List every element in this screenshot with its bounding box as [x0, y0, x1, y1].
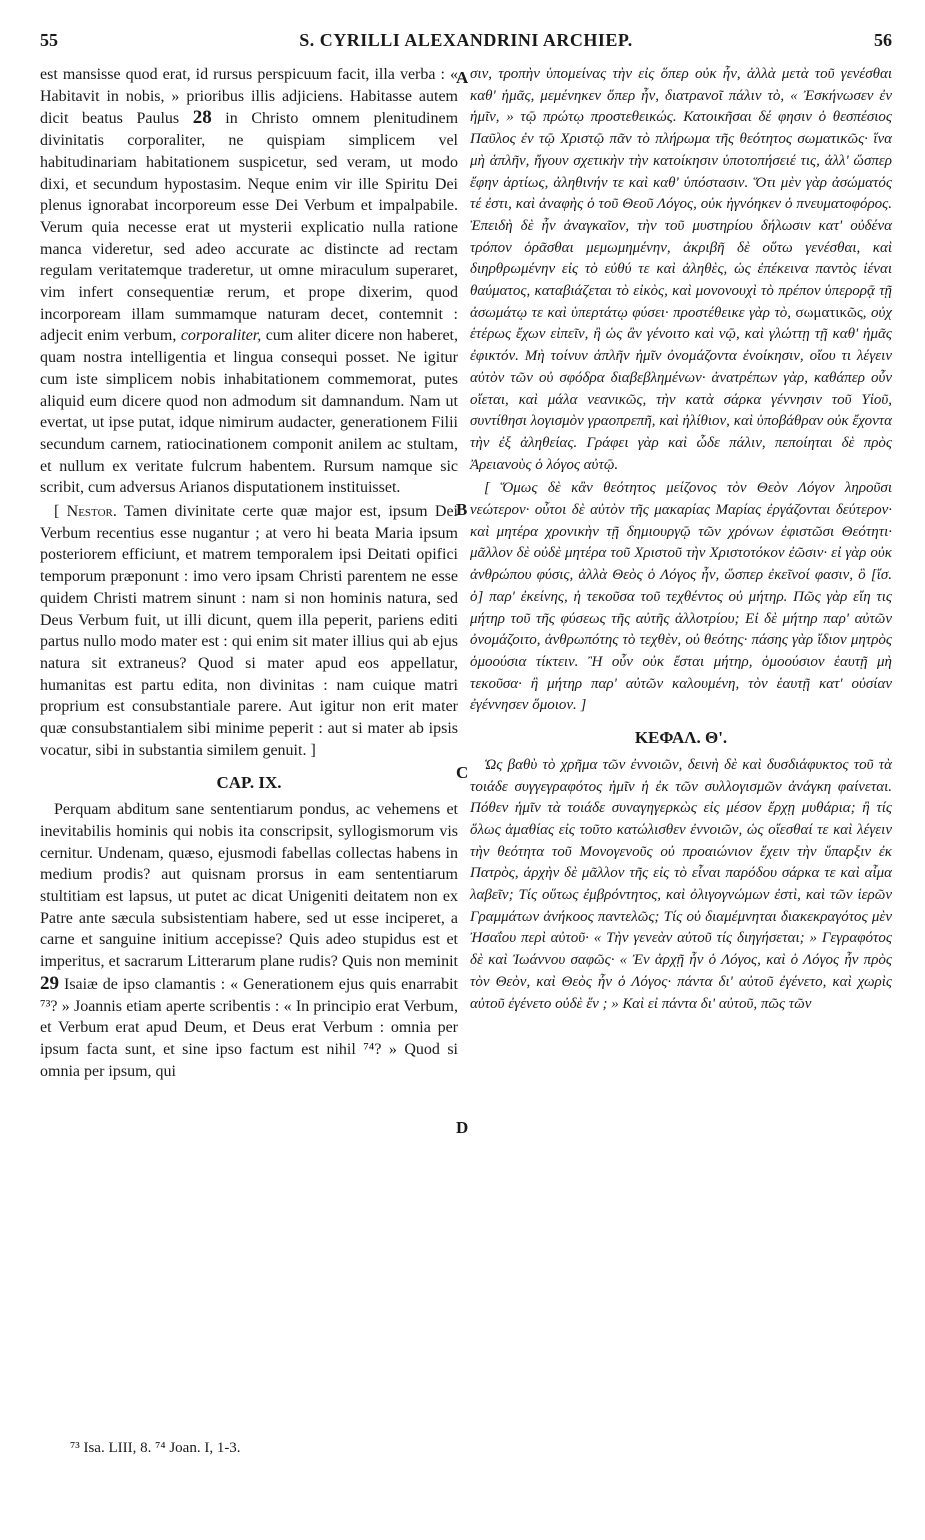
greek-column — [470, 64, 892, 1015]
latin-paragraph-1: est mansisse quod erat, id rursus perspicuum facit, illa verba : « Habitavit in nobis, » prioribus illis adjiciens. Habitasse autem dicit beatus Paulus 28 in Christo omnem plenitudinem divinitatis corporaliter, ne quispiam simplicem vel habitudinariam habitationem suspicetur, sed veram, ut modo dixi, et secundum hypostasim. Neque enim vir ille Spiritu Dei plenus ignorabat incorporeum esse Dei Verbum et impalpabile. Verum quia necesse erat ut mysterii explicatio nulla ratione manca videretur, sed adeo accurate ac distincte ad rectam regulam veritatemque traderetur, ut omne miraculum superaret, vim infert consequentiæ rerum, et prope dixerim, quod incorpoream illam summamque naturam decet, contemnit : adjecit enim verbum, corporaliter, cum aliter dicere non haberet, quam nostra intelligentia et lingua consequi posset. Ne igitur cum iste simplicem nobis inhabitationem commemorat, putes aliquid eum dicere quod non admodum sit damnandum. Nam ut evertat, ut ipse putat, idque nimirum audacter, generationem Filii secundum carnem, ratiocinationem componit anilem ac stultam, et nullum ex veritate fulcrum habentem. Rursum namque sic scribit, cum adversus Arianos disputationem instituisset. — [40, 66, 459, 497]
margin-letter-a: A — [456, 68, 469, 87]
running-header — [40, 30, 892, 58]
chapter-heading-latin: CAP. IX. — [216, 772, 282, 792]
page-number-right: 56 — [874, 30, 892, 50]
greek-paragraph-3: Ὡς βαθὺ τὸ χρῆμα τῶν ἐννοιῶν, δεινὴ δὲ καὶ δυσδιάφυκτος τοῦ τὰ τοιάδε συγγεγραφότος ἡμῖν ἡ ἐκ τῶν συλλογισμῶν ἀνάγκη φαίνεται. Πόθεν ἡμῖν τὰ τοιάδε συναγηγερκὼς εἰς μέσον ἔρχῃ μυθάρια; ἢ τίς ὅλως ἀμαθίας εἰς τοῦτο κατώλισθεν ἐννοιῶν, ὡς οἴεσθαί τε καὶ λέγειν τὴν θεότητα τοῦ Μονογενοῦς οὐ προαιώνιον ἔχειν τὴν ὕπαρξιν ἐκ Πατρὸς, ἀρχὴν δὲ μᾶλλον τῆς εἰς τὸ εἶναι παρόδου σάρκα τε καὶ αἷμα λαβεῖν; Τίς οὕτως ἐμβρόντητος, καὶ ὀλιγογνώμων ἐστὶ, καὶ τῶν ἱερῶν Γραμμάτων ἀνήκοος παντελῶς; Τίς οὐ διαμέμνηται διακεκραγότος μὲν Ἠσαΐου περὶ αὐτοῦ· « Τὴν γενεὰν αὐτοῦ τίς διηγήσεται; » Γεγραφότος δὲ καὶ Ἰωάννου σαφῶς· « Ἐν ἀρχῇ ἦν ὁ Λόγος, καὶ ὁ Λόγος ἦν πρὸς τὸν Θεὸν, καὶ Θεὸς ἦν ὁ Λόγος· πάντα δι' αὐτοῦ ἐγένετο, καὶ χωρὶς αὐτοῦ ἐγένετο οὐδὲ ἕν ; » Καὶ εἰ πάντα δι' αὐτοῦ, πῶς τῶν — [470, 756, 892, 1012]
column-number-29: 29 — [40, 972, 59, 994]
greek-paragraph-2: [ Ὅμως δὲ κἂν θεότητος μείζονος τὸν Θεὸν Λόγον ληροῦσι νεώτερον· οὗτοι δὲ αὐτὸν τῆς μακαρίας Μαρίας ἐργάζονται δεύτερον· καὶ μητέρα χρονικὴν τῇ δημιουργῷ τῶν χρόνων ἐφιστῶσι Θεότητι· μᾶλλον δὲ οὐδὲ μητέρα τοῦ Χριστοῦ τὴν Χριστοτόκον ἐῶσιν· εἰ γὰρ οὐκ ἀνθρώπου φύσις, ἀλλὰ Θεὸς ὁ Λόγος ἦν, ὥσπερ ἐκεῖνοί φασιν, ὃ [ἴσ. ὁ] παρ' ἐκείνης, ἡ τεκοῦσα τοῦ τεχθέντος οὐ μήτηρ. Πῶς γὰρ εἴη τις μήτηρ τοῦ τῆς φύσεως τῆς αὐτῆς ἀλλοτρίου; Εἰ δὲ μήτηρ παρ' αὐτῶν ὀνομάζοιτο, ἀνθρωπότης τὸ τεχθὲν, οὐ θεότης· πάσης γὰρ ἴδιον μητρὸς ὁμοούσια τίκτειν. Ἢ οὖν οὐκ ἔσται μήτηρ, ὁμοούσιον ἑαυτῇ μὴ τεκοῦσα· ἢ μήτηρ παρ' αὐτῶν καλουμένη, τὸν ἑαυτῇ κατ' οὐσίαν ἐγέννησεν ὅμοιον. ] — [470, 480, 892, 714]
latin-paragraph-nestor: [ Nestor. Tamen divinitate certe quæ major est, ipsum Dei Verbum recentius esse nugantur ; at vero hi beata Maria ipsum posteriorem efficiunt, et matrem temporalem ipsi Deitati opifici temporum præponunt : imo vero ipsam Christi parentem ne esse quidem Christi matrem sinunt : nam si non hominis natura, sed Deus Verbum fuit, ut illi dicunt, quem illa peperit, pariens editi partus nullo modo mater est : qui enim sit mater illius qui ab ejus natura sit extraneus? Quod si mater apud eos appellatur, humanitas est partu edita, non divinitas : nam cuique matri proprium est consubstantiale parere. Aut igitur non erit mater quæ consubstantialem sibi minime peperit : aut si mater ab ipsis vocatur, sibi in substantia similem genuit. ] — [40, 503, 458, 759]
nestor-label: Nestor. — [66, 503, 117, 521]
greek-paragraph-1: σιν, τροπὴν ὑπομείνας τὴν εἰς ὅπερ οὐκ ἦν, ἀλλὰ μετὰ τοῦ γενέσθαι καθ' ἡμᾶς, μεμένηκεν ὅπερ ἦν, διατρανοῖ πάλιν τὸ, « Ἐσκήνωσεν ἐν ἡμῖν, » τῷ πρώτῳ προστεθεικώς. Κατοικῆσαι δέ φησιν ὁ θεσπέσιος Παῦλος ἐν τῷ Χριστῷ πᾶν τὸ πλήρωμα τῆς θεότητος σωματικῶς· ἵνα μὴ ἁπλῆν, ἤγουν σχετικὴν τὴν κατοίκησιν ὑποτοπήσειέ τις, ἀλλ' ὥσπερ ἔφην ἀρτίως, ἀληθινήν τε καὶ καθ' ὑπόστασιν. Ὅτι μὲν γὰρ ἀσώματός τέ ἐστι, καὶ ἀναφὴς ὁ τοῦ Θεοῦ Λόγος, οὐκ ἠγνόηκεν ὁ πνευματοφόρος. Ἐπειδὴ δὲ ἦν ἀναγκαῖον, τὴν τοῦ μυστηρίου δήλωσιν κατ' οὐδένα τρόπον ὁρᾶσθαι μεμωμημένην, ἀκριβῆ δὲ οὕτω γενέσθαι, καὶ διηρθρωμένην εἰς τὸ εὐθύ τε καὶ ἀληθὲς, ὡς ἐπέκεινα παντὸς ἰέναι θαύματος, καταβιάζεται τὸ εἰκὸς, καὶ μονονουχὶ τὸ πρέπον ὑπερορᾷ τῇ ἀσωμάτῳ τε καὶ ὑπερτάτῳ φύσει· προστέθεικε γὰρ τὸ, σωματικῶς, οὐχ ἑτέρως ἔχων εἰπεῖν, ἢ ὡς ἂν γένοιτο καὶ νῷ, καὶ γλώττῃ τῇ καθ' ἡμᾶς ἐφικτόν. Μὴ τοίνυν ἁπλῆν ἡμῖν ὀνομάζοντα ἐνοίκησιν, οἴου τι λέγειν αὐτὸν τῶν οὐ σφόδρα διαβεβλημένων· ἀνατρέπων γὰρ, καθάπερ οὖν οἴεται, καὶ μάλα νεανικῶς, τὴν κατὰ σάρκα γέννησιν τοῦ Υἱοῦ, συντίθησι λογισμὸν γραοπρεπῆ, καὶ ἠλίθιον, καὶ ὑποβάθραν οὐκ ἔχοντα τὴν ἐξ ἀληθείας. Γράφει γὰρ καὶ ὧδε πάλιν, πεποίηται δὲ πρὸς Ἀρειανοὺς ὁ λόγος αὐτῷ. — [470, 66, 892, 473]
column-number-28: 28 — [192, 107, 212, 129]
latin-column — [40, 64, 458, 1082]
running-title: S. CYRILLI ALEXANDRINI ARCHIEP. — [299, 30, 633, 50]
footnotes: ⁷³ Isa. LIII, 8. ⁷⁴ Joan. I, 1-3. — [70, 1440, 241, 1456]
latin-paragraph-3: Perquam abditum sane sententiarum pondus, ac vehemens et inevitabilis hominis qui nobis ita conscripsit, syllogismorum vis cernitur. Undenam, quæso, ejusmodi fabellas collectas habens in medium prodis? aut quisnam prorsus in eam sententiarum stultitiam est lapsus, ut putet ac dicat Unigeniti deitatem non ex Patre ante sæcula subsistentiam habere, sed ut esse inciperet, a carne et sanguine initium accepisse? Quis adeo stupidus est et imperitus, et sacrarum Litterarum plane rudis? Quis non meminit 29 Isaiæ de ipso clamantis : « Generationem ejus quis enarrabit ⁷³? » Joannis etiam aperte scribentis : « In principio erat Verbum, et Verbum erat apud Deum, et Deus erat Verbum : omnia per ipsum facta sunt, et sine ipso factum est nihil ⁷⁴? » Quod si omnia per ipsum, qui — [40, 801, 458, 1080]
margin-letter-b: B — [456, 500, 468, 519]
chapter-heading-greek: ΚΕΦΑΛ. Θ'. — [634, 728, 728, 748]
margin-letter-d: D — [456, 1118, 469, 1137]
margin-letter-c: C — [456, 763, 469, 782]
page-number-left: 55 — [40, 30, 58, 50]
